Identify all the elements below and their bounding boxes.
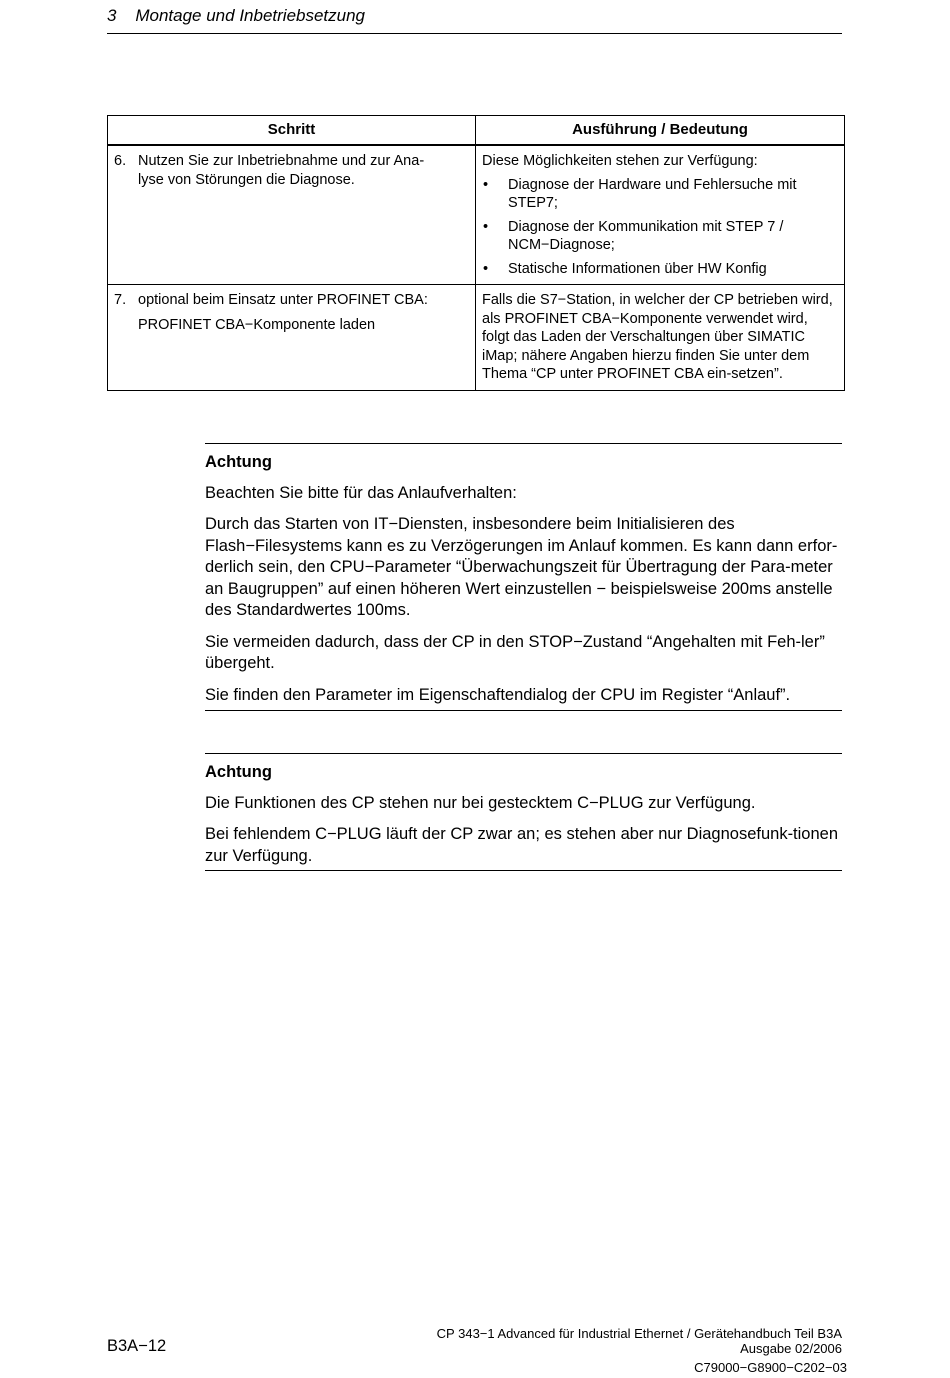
step-line: PROFINET CBA−Komponente laden xyxy=(138,316,376,333)
table-header-row xyxy=(108,116,845,146)
meaning-text: Falls die S7−Station, in welcher der CP betrieben wird, als PROFINET CBA−Komponente verwendet wird, folgt das Laden der Verschaltungen über SIMATIC iMap; nähere Angaben hierzu finden Sie unter dem Thema “CP unter PROFINET CBA ein-setzen”. xyxy=(482,292,833,382)
bullet-icon: • xyxy=(483,218,489,235)
meaning-intro: Diese Möglichkeiten stehen zur Verfügung: xyxy=(482,153,758,169)
bullet-icon: • xyxy=(483,260,489,277)
list-item: • Diagnose der Kommunikation mit STEP 7 / NCM−Diagnose; xyxy=(483,218,784,253)
note-paragraph: Sie finden den Parameter im Eigenschaftendialog der CPU im Register “Anlauf”. xyxy=(205,685,791,704)
note-paragraph: Beachten Sie bitte für das Anlaufverhalten: xyxy=(205,483,517,502)
attention-note xyxy=(205,753,842,871)
chapter-title: 3 Montage und Inbetriebsetzung xyxy=(107,6,366,25)
table-row xyxy=(108,145,845,285)
step-number: 7. xyxy=(114,292,127,308)
note-title: Achtung xyxy=(205,453,272,471)
column-header-step: Schritt xyxy=(108,116,476,146)
note-paragraph: Bei fehlendem C−PLUG läuft der CP zwar an; es stehen aber nur Diagnosefunk-tionen zur Verfügung. xyxy=(205,825,839,865)
list-item: • Diagnose der Hardware und Fehlersuche mit STEP7; xyxy=(483,176,797,211)
steps-table xyxy=(107,115,845,391)
step-number: 6. xyxy=(114,153,127,169)
step-line: Nutzen Sie zur Inbetriebnahme und zur Ana-lyse von Störungen die Diagnose. xyxy=(138,153,425,188)
footer-order-code: C79000−G8900−C202−03 xyxy=(694,1360,847,1375)
list-item: • Statische Informationen über HW Konfig xyxy=(483,260,767,277)
table-row xyxy=(108,285,845,391)
note-paragraph: Sie vermeiden dadurch, dass der CP in den STOP−Zustand “Angehalten mit Feh-ler” übergeht. xyxy=(205,632,825,672)
footer-edition: Ausgabe 02/2006 xyxy=(740,1341,842,1356)
note-paragraph: Die Funktionen des CP stehen nur bei gestecktem C−PLUG zur Verfügung. xyxy=(205,793,756,812)
note-paragraph: Durch das Starten von IT−Diensten, insbesondere beim Initialisieren des Flash−Filesystems kann es zu Verzögerungen im Anlauf kommen. Es kann dann erfor-derlich sein, den CPU−Parameter “Überwachungszeit für Übertragung der Para-meter an Baugruppen” auf einen höheren Wert einzustellen − beispielsweise 200ms anstelle des Standardwertes 100ms. xyxy=(205,515,838,619)
step-line: optional beim Einsatz unter PROFINET CBA: xyxy=(138,292,428,308)
running-header xyxy=(107,6,842,34)
bullet-list xyxy=(482,176,838,279)
step-text xyxy=(138,152,448,195)
step-text xyxy=(138,291,428,340)
footer-publication xyxy=(437,1326,842,1356)
footer-manual-title: CP 343−1 Advanced für Industrial Ethernet / Gerätehandbuch Teil B3A xyxy=(436,1326,842,1341)
column-header-meaning: Ausführung / Bedeutung xyxy=(476,116,845,146)
bullet-icon: • xyxy=(483,176,489,193)
page-number: B3A−12 xyxy=(107,1337,167,1355)
attention-note xyxy=(205,443,842,711)
note-title: Achtung xyxy=(205,763,272,781)
